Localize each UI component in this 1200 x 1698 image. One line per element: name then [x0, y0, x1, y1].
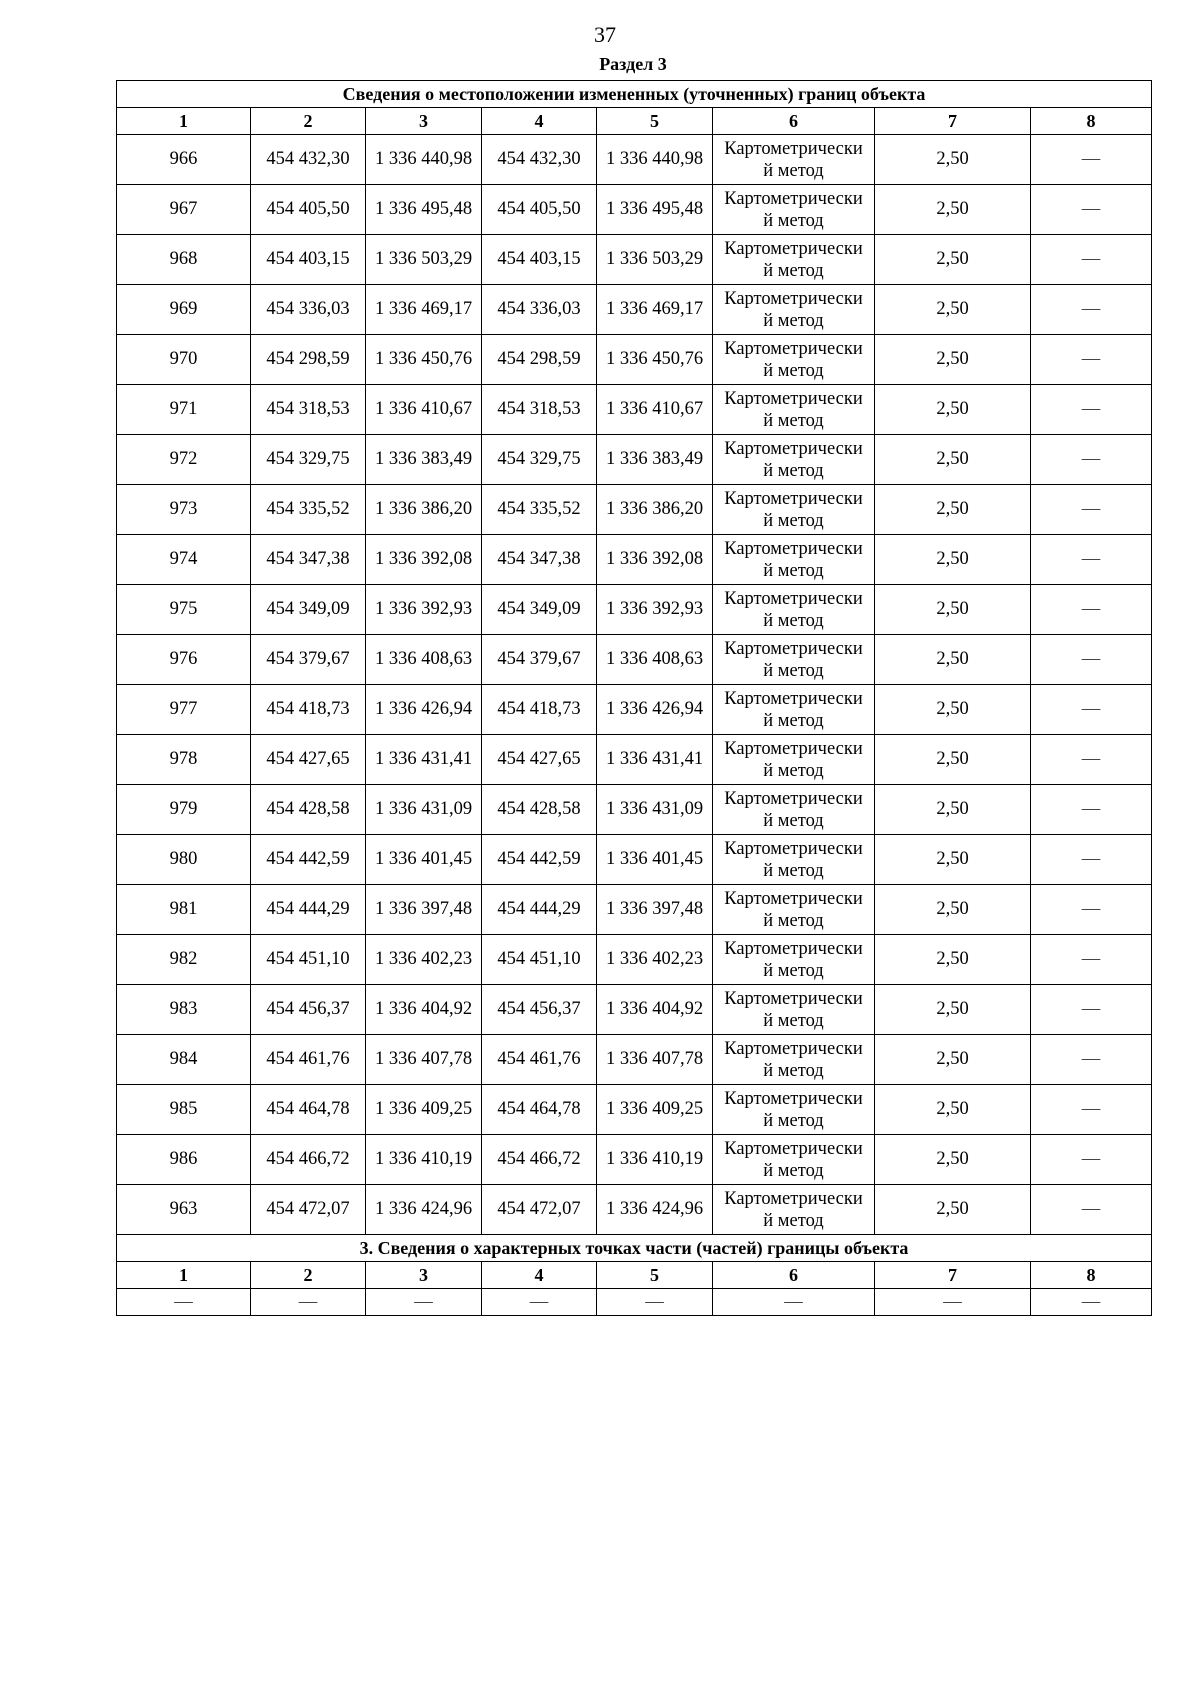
table-cell-c5: 1 336 409,25 — [597, 1085, 713, 1135]
method-cell — [713, 585, 875, 635]
table-cell-c1: 984 — [117, 1035, 251, 1085]
table-cell-c1: 977 — [117, 685, 251, 735]
method-cell — [713, 1085, 875, 1135]
table-cell-c8: — — [1031, 335, 1152, 385]
table-cell-c3: 1 336 450,76 — [366, 335, 482, 385]
method-cell — [713, 935, 875, 985]
table-cell-c3: 1 336 410,67 — [366, 385, 482, 435]
method-cell — [713, 635, 875, 685]
table-cell-c1: 981 — [117, 885, 251, 935]
method-line-2: й метод — [763, 360, 824, 381]
table-cell-c4: 454 329,75 — [482, 435, 597, 485]
method-line-2: й метод — [763, 260, 824, 281]
table-cell-c2: 454 464,78 — [251, 1085, 366, 1135]
table-cell-c7: 2,50 — [875, 1085, 1031, 1135]
table-cell-c4: 454 472,07 — [482, 1185, 597, 1235]
table-cell-c8: — — [1031, 885, 1152, 935]
method-line-2: й метод — [763, 1210, 824, 1231]
table-row — [117, 135, 1152, 185]
table-cell-c3: 1 336 426,94 — [366, 685, 482, 735]
table-cell-c1: 985 — [117, 1085, 251, 1135]
table-cell-c2: 454 298,59 — [251, 335, 366, 385]
empty-cell: — — [482, 1289, 597, 1316]
table-cell-c1: 979 — [117, 785, 251, 835]
table1-col-header: 1 — [117, 108, 251, 135]
method-line-2: й метод — [763, 1010, 824, 1031]
table-row — [117, 1035, 1152, 1085]
method-cell — [713, 1185, 875, 1235]
table-row — [117, 435, 1152, 485]
method-line-1: Картометрически — [724, 1138, 863, 1159]
table-cell-c8: — — [1031, 1035, 1152, 1085]
table-cell-c7: 2,50 — [875, 1135, 1031, 1185]
method-line-1: Картометрически — [724, 138, 863, 159]
table-cell-c2: 454 418,73 — [251, 685, 366, 735]
method-cell — [713, 535, 875, 585]
table-cell-c7: 2,50 — [875, 885, 1031, 935]
table-row — [117, 335, 1152, 385]
table-cell-c4: 454 466,72 — [482, 1135, 597, 1185]
table-cell-c4: 454 347,38 — [482, 535, 597, 585]
table-cell-c7: 2,50 — [875, 685, 1031, 735]
table-row — [117, 1185, 1152, 1235]
table-cell-c1: 978 — [117, 735, 251, 785]
table1-caption: Сведения о местоположении измененных (уточненных) границ объекта — [117, 81, 1152, 108]
table-cell-c7: 2,50 — [875, 1035, 1031, 1085]
table1-caption-row — [117, 81, 1152, 108]
table-cell-c8: — — [1031, 685, 1152, 735]
method-cell — [713, 285, 875, 335]
table-cell-c3: 1 336 424,96 — [366, 1185, 482, 1235]
table1-col-header: 3 — [366, 108, 482, 135]
table-cell-c4: 454 442,59 — [482, 835, 597, 885]
table-cell-c1: 963 — [117, 1185, 251, 1235]
method-line-2: й метод — [763, 1060, 824, 1081]
table-cell-c7: 2,50 — [875, 785, 1031, 835]
table-row — [117, 535, 1152, 585]
table-cell-c2: 454 379,67 — [251, 635, 366, 685]
table2-col-header: 6 — [713, 1262, 875, 1289]
table-cell-c7: 2,50 — [875, 585, 1031, 635]
table-cell-c8: — — [1031, 635, 1152, 685]
table1-col-header: 8 — [1031, 108, 1152, 135]
table-cell-c4: 454 335,52 — [482, 485, 597, 535]
table-cell-c3: 1 336 401,45 — [366, 835, 482, 885]
table-cell-c8: — — [1031, 285, 1152, 335]
table-row — [117, 935, 1152, 985]
table-cell-c7: 2,50 — [875, 635, 1031, 685]
table-cell-c7: 2,50 — [875, 1185, 1031, 1235]
table-cell-c3: 1 336 469,17 — [366, 285, 482, 335]
table2-col-header: 4 — [482, 1262, 597, 1289]
method-line-1: Картометрически — [724, 1088, 863, 1109]
table-cell-c5: 1 336 495,48 — [597, 185, 713, 235]
empty-cell: — — [117, 1289, 251, 1316]
method-line-2: й метод — [763, 460, 824, 481]
table-cell-c5: 1 336 383,49 — [597, 435, 713, 485]
table1-col-header: 5 — [597, 108, 713, 135]
table-cell-c2: 454 428,58 — [251, 785, 366, 835]
table-cell-c3: 1 336 440,98 — [366, 135, 482, 185]
table-cell-c2: 454 442,59 — [251, 835, 366, 885]
method-line-1: Картометрически — [724, 538, 863, 559]
method-line-1: Картометрически — [724, 188, 863, 209]
table-row — [117, 835, 1152, 885]
table-row — [117, 985, 1152, 1035]
table2-col-header: 3 — [366, 1262, 482, 1289]
table-row — [117, 1135, 1152, 1185]
method-line-1: Картометрически — [724, 1188, 863, 1209]
table-cell-c5: 1 336 469,17 — [597, 285, 713, 335]
method-line-1: Картометрически — [724, 288, 863, 309]
table-cell-c4: 454 432,30 — [482, 135, 597, 185]
table-cell-c7: 2,50 — [875, 285, 1031, 335]
table2-empty-row — [117, 1289, 1152, 1316]
table-cell-c3: 1 336 408,63 — [366, 635, 482, 685]
method-line-2: й метод — [763, 960, 824, 981]
table-row — [117, 685, 1152, 735]
method-cell — [713, 135, 875, 185]
table-row — [117, 635, 1152, 685]
table-cell-c3: 1 336 392,08 — [366, 535, 482, 585]
table-cell-c2: 454 472,07 — [251, 1185, 366, 1235]
table-cell-c2: 454 451,10 — [251, 935, 366, 985]
table-cell-c4: 454 451,10 — [482, 935, 597, 985]
table-row — [117, 285, 1152, 335]
table2-col-header: 2 — [251, 1262, 366, 1289]
table2-col-header: 7 — [875, 1262, 1031, 1289]
table-cell-c2: 454 432,30 — [251, 135, 366, 185]
table-row — [117, 785, 1152, 835]
table-cell-c8: — — [1031, 385, 1152, 435]
method-line-1: Картометрически — [724, 438, 863, 459]
method-line-2: й метод — [763, 210, 824, 231]
method-line-2: й метод — [763, 660, 824, 681]
table-cell-c7: 2,50 — [875, 185, 1031, 235]
table-cell-c3: 1 336 431,09 — [366, 785, 482, 835]
table1-col-header: 7 — [875, 108, 1031, 135]
table2-col-header: 1 — [117, 1262, 251, 1289]
table2-header-row — [117, 1262, 1152, 1289]
table-row — [117, 485, 1152, 535]
table1-header-row — [117, 108, 1152, 135]
method-cell — [713, 785, 875, 835]
method-line-2: й метод — [763, 310, 824, 331]
table-cell-c5: 1 336 407,78 — [597, 1035, 713, 1085]
table2-col-header: 5 — [597, 1262, 713, 1289]
method-line-2: й метод — [763, 160, 824, 181]
table-cell-c7: 2,50 — [875, 535, 1031, 585]
method-line-1: Картометрически — [724, 238, 863, 259]
table-cell-c1: 973 — [117, 485, 251, 535]
table-cell-c7: 2,50 — [875, 935, 1031, 985]
table-cell-c4: 454 336,03 — [482, 285, 597, 335]
table-cell-c1: 980 — [117, 835, 251, 885]
table-cell-c8: — — [1031, 1185, 1152, 1235]
table-row — [117, 1085, 1152, 1135]
method-line-2: й метод — [763, 610, 824, 631]
table-cell-c4: 454 418,73 — [482, 685, 597, 735]
method-cell — [713, 435, 875, 485]
table-cell-c3: 1 336 410,19 — [366, 1135, 482, 1185]
table-cell-c4: 454 427,65 — [482, 735, 597, 785]
table-cell-c8: — — [1031, 535, 1152, 585]
table-cell-c8: — — [1031, 485, 1152, 535]
method-line-1: Картометрически — [724, 738, 863, 759]
table-cell-c2: 454 456,37 — [251, 985, 366, 1035]
table-cell-c2: 454 347,38 — [251, 535, 366, 585]
table-cell-c5: 1 336 431,41 — [597, 735, 713, 785]
table-row — [117, 185, 1152, 235]
table-cell-c7: 2,50 — [875, 385, 1031, 435]
method-cell — [713, 1035, 875, 1085]
page-number: 37 — [594, 22, 616, 47]
table-cell-c5: 1 336 401,45 — [597, 835, 713, 885]
table-cell-c4: 454 403,15 — [482, 235, 597, 285]
method-line-1: Картометрически — [724, 388, 863, 409]
table-cell-c2: 454 461,76 — [251, 1035, 366, 1085]
table-cell-c5: 1 336 386,20 — [597, 485, 713, 535]
table-cell-c7: 2,50 — [875, 985, 1031, 1035]
table-cell-c8: — — [1031, 185, 1152, 235]
method-cell — [713, 485, 875, 535]
table-cell-c4: 454 461,76 — [482, 1035, 597, 1085]
table-cell-c1: 966 — [117, 135, 251, 185]
table-cell-c8: — — [1031, 1085, 1152, 1135]
table-row — [117, 235, 1152, 285]
table2-caption: 3. Сведения о характерных точках части (частей) границы объекта — [117, 1235, 1152, 1262]
table-cell-c3: 1 336 407,78 — [366, 1035, 482, 1085]
table-cell-c5: 1 336 410,19 — [597, 1135, 713, 1185]
table-cell-c8: — — [1031, 1135, 1152, 1185]
table2-caption-row — [117, 1235, 1152, 1262]
table-cell-c3: 1 336 383,49 — [366, 435, 482, 485]
method-cell — [713, 835, 875, 885]
method-line-1: Картометрически — [724, 1038, 863, 1059]
table-cell-c7: 2,50 — [875, 235, 1031, 285]
table-cell-c2: 454 318,53 — [251, 385, 366, 435]
table-cell-c3: 1 336 503,29 — [366, 235, 482, 285]
table-cell-c3: 1 336 495,48 — [366, 185, 482, 235]
method-line-2: й метод — [763, 910, 824, 931]
table-cell-c4: 454 464,78 — [482, 1085, 597, 1135]
method-cell — [713, 735, 875, 785]
table-cell-c5: 1 336 431,09 — [597, 785, 713, 835]
table-cell-c5: 1 336 392,08 — [597, 535, 713, 585]
method-line-1: Картометрически — [724, 688, 863, 709]
table-cell-c5: 1 336 408,63 — [597, 635, 713, 685]
table-cell-c4: 454 444,29 — [482, 885, 597, 935]
table-cell-c5: 1 336 392,93 — [597, 585, 713, 635]
table-cell-c7: 2,50 — [875, 835, 1031, 885]
method-line-2: й метод — [763, 1110, 824, 1131]
table-cell-c3: 1 336 431,41 — [366, 735, 482, 785]
table-cell-c5: 1 336 402,23 — [597, 935, 713, 985]
table-cell-c1: 971 — [117, 385, 251, 435]
table-cell-c2: 454 444,29 — [251, 885, 366, 935]
table-cell-c4: 454 318,53 — [482, 385, 597, 435]
table-cell-c7: 2,50 — [875, 135, 1031, 185]
method-line-1: Картометрически — [724, 938, 863, 959]
method-line-1: Картометрически — [724, 838, 863, 859]
table-cell-c8: — — [1031, 585, 1152, 635]
method-line-2: й метод — [763, 860, 824, 881]
table-cell-c4: 454 379,67 — [482, 635, 597, 685]
table-cell-c8: — — [1031, 835, 1152, 885]
table-cell-c1: 972 — [117, 435, 251, 485]
table-cell-c2: 454 329,75 — [251, 435, 366, 485]
table-cell-c3: 1 336 402,23 — [366, 935, 482, 985]
method-cell — [713, 235, 875, 285]
table-cell-c3: 1 336 397,48 — [366, 885, 482, 935]
boundary-table — [116, 80, 1152, 1316]
table-cell-c7: 2,50 — [875, 485, 1031, 535]
table-cell-c1: 975 — [117, 585, 251, 635]
table-row — [117, 735, 1152, 785]
table-cell-c3: 1 336 409,25 — [366, 1085, 482, 1135]
table-cell-c1: 970 — [117, 335, 251, 385]
table-cell-c1: 974 — [117, 535, 251, 585]
table-cell-c8: — — [1031, 785, 1152, 835]
method-line-1: Картометрически — [724, 488, 863, 509]
table-row — [117, 385, 1152, 435]
method-line-1: Картометрически — [724, 788, 863, 809]
table2-col-header: 8 — [1031, 1262, 1152, 1289]
table1-col-header: 2 — [251, 108, 366, 135]
table-cell-c2: 454 335,52 — [251, 485, 366, 535]
method-cell — [713, 885, 875, 935]
table-cell-c2: 454 427,65 — [251, 735, 366, 785]
section-title: Раздел 3 — [599, 54, 667, 74]
method-line-1: Картометрически — [724, 888, 863, 909]
table-cell-c8: — — [1031, 935, 1152, 985]
table-cell-c5: 1 336 440,98 — [597, 135, 713, 185]
table-cell-c1: 983 — [117, 985, 251, 1035]
table-cell-c4: 454 298,59 — [482, 335, 597, 385]
table-cell-c1: 969 — [117, 285, 251, 335]
method-line-2: й метод — [763, 710, 824, 731]
method-line-2: й метод — [763, 510, 824, 531]
empty-cell: — — [1031, 1289, 1152, 1316]
table-cell-c4: 454 349,09 — [482, 585, 597, 635]
method-cell — [713, 335, 875, 385]
table-cell-c4: 454 428,58 — [482, 785, 597, 835]
table-cell-c3: 1 336 386,20 — [366, 485, 482, 535]
table-cell-c2: 454 405,50 — [251, 185, 366, 235]
table-cell-c1: 986 — [117, 1135, 251, 1185]
empty-cell: — — [713, 1289, 875, 1316]
table-cell-c4: 454 405,50 — [482, 185, 597, 235]
method-line-2: й метод — [763, 560, 824, 581]
method-line-2: й метод — [763, 810, 824, 831]
table-row — [117, 885, 1152, 935]
table-cell-c8: — — [1031, 135, 1152, 185]
method-line-1: Картометрически — [724, 638, 863, 659]
table-cell-c7: 2,50 — [875, 735, 1031, 785]
table-cell-c5: 1 336 426,94 — [597, 685, 713, 735]
table-cell-c3: 1 336 404,92 — [366, 985, 482, 1035]
empty-cell: — — [251, 1289, 366, 1316]
method-cell — [713, 385, 875, 435]
empty-cell: — — [875, 1289, 1031, 1316]
method-line-2: й метод — [763, 1160, 824, 1181]
table-cell-c2: 454 403,15 — [251, 235, 366, 285]
table-row — [117, 585, 1152, 635]
table-cell-c2: 454 349,09 — [251, 585, 366, 635]
table-cell-c8: — — [1031, 985, 1152, 1035]
table-cell-c2: 454 336,03 — [251, 285, 366, 335]
table-cell-c1: 982 — [117, 935, 251, 985]
table-cell-c7: 2,50 — [875, 435, 1031, 485]
table-cell-c2: 454 466,72 — [251, 1135, 366, 1185]
table1-col-header: 6 — [713, 108, 875, 135]
method-cell — [713, 685, 875, 735]
table-cell-c5: 1 336 424,96 — [597, 1185, 713, 1235]
table-cell-c8: — — [1031, 735, 1152, 785]
table-cell-c8: — — [1031, 235, 1152, 285]
empty-cell: — — [366, 1289, 482, 1316]
method-line-1: Картометрически — [724, 338, 863, 359]
table-cell-c5: 1 336 410,67 — [597, 385, 713, 435]
method-line-2: й метод — [763, 760, 824, 781]
table-cell-c4: 454 456,37 — [482, 985, 597, 1035]
method-cell — [713, 985, 875, 1035]
method-cell — [713, 1135, 875, 1185]
table-cell-c5: 1 336 404,92 — [597, 985, 713, 1035]
table-cell-c5: 1 336 450,76 — [597, 335, 713, 385]
method-line-2: й метод — [763, 410, 824, 431]
method-line-1: Картометрически — [724, 988, 863, 1009]
table-cell-c8: — — [1031, 435, 1152, 485]
table-cell-c5: 1 336 503,29 — [597, 235, 713, 285]
table-cell-c7: 2,50 — [875, 335, 1031, 385]
method-cell — [713, 185, 875, 235]
table-cell-c1: 967 — [117, 185, 251, 235]
table-cell-c3: 1 336 392,93 — [366, 585, 482, 635]
table-cell-c1: 968 — [117, 235, 251, 285]
table-cell-c5: 1 336 397,48 — [597, 885, 713, 935]
table-cell-c1: 976 — [117, 635, 251, 685]
empty-cell: — — [597, 1289, 713, 1316]
table1-col-header: 4 — [482, 108, 597, 135]
method-line-1: Картометрически — [724, 588, 863, 609]
